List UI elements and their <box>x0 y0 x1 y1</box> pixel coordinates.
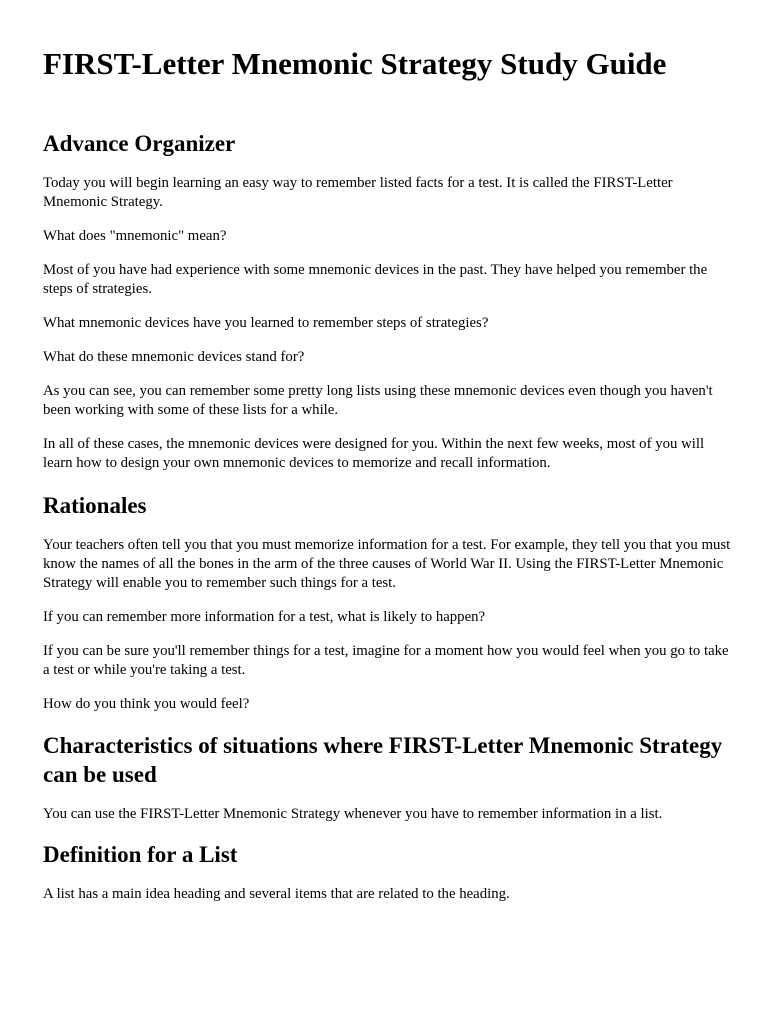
paragraph: If you can remember more information for a test, what is likely to happen? <box>43 609 486 625</box>
paragraph: Most of you have had experience with some mnemonic devices in the past. They have helped you remember the steps of strategies. <box>43 262 708 297</box>
paragraph: Today you will begin learning an easy way to remember listed facts for a test. It is called the FIRST-Letter Mnemonic Strategy. <box>43 175 673 210</box>
paragraph: What mnemonic devices have you learned to remember steps of strategies? <box>43 315 489 331</box>
section-heading-rationales: Rationales <box>43 493 147 518</box>
paragraph: As you can see, you can remember some pretty long lists using these mnemonic devices even though you haven't been working with some of these lists for a while. <box>43 383 713 418</box>
paragraph: You can use the FIRST-Letter Mnemonic Strategy whenever you have to remember information in a list. <box>43 806 663 822</box>
paragraph: If you can be sure you'll remember things for a test, imagine for a moment how you would feel when you go to take a test or while you're taking a test. <box>43 643 729 678</box>
paragraph: What do these mnemonic devices stand for? <box>43 349 305 365</box>
paragraph: How do you think you would feel? <box>43 696 250 712</box>
document-page <box>43 0 733 904</box>
paragraph: Your teachers often tell you that you must memorize information for a test. For example, they tell you that you must know the names of all the bones in the arm of the three causes of World War II. Using the FIRST-Letter Mnemonic Strategy will enable you to remember such things for a test. <box>43 537 731 591</box>
document-title: FIRST-Letter Mnemonic Strategy Study Guide <box>43 46 667 81</box>
section-heading-characteristics: Characteristics of situations where FIRST-Letter Mnemonic Strategy can be used <box>43 733 723 787</box>
section-heading-advance-organizer: Advance Organizer <box>43 131 236 156</box>
paragraph: In all of these cases, the mnemonic devices were designed for you. Within the next few weeks, most of you will learn how to design your own mnemonic devices to memorize and recall information. <box>43 436 705 471</box>
paragraph: A list has a main idea heading and several items that are related to the heading. <box>43 886 510 902</box>
section-heading-definition: Definition for a List <box>43 842 238 867</box>
paragraph: What does "mnemonic" mean? <box>43 228 227 244</box>
